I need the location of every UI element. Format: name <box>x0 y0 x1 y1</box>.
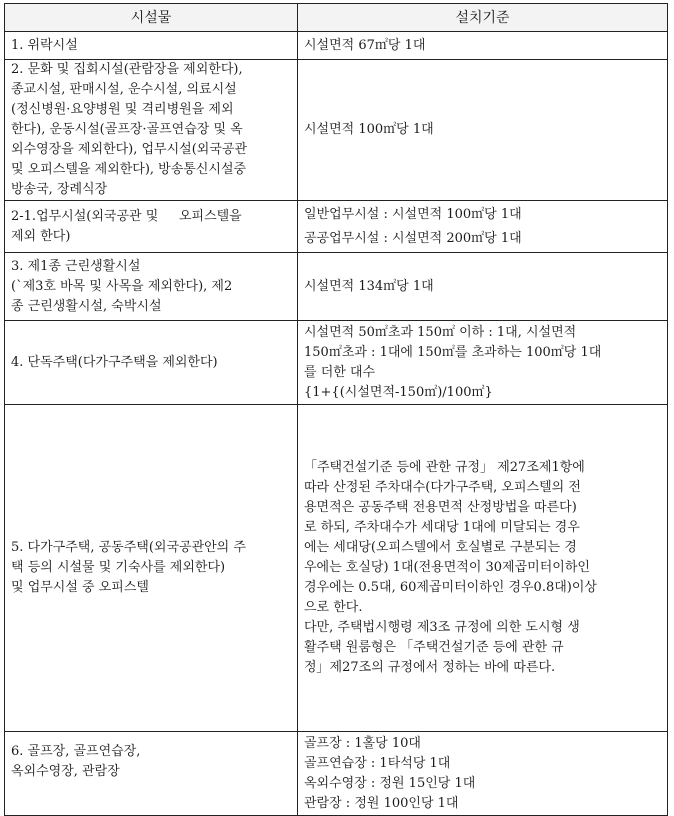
standard-cell <box>298 32 668 60</box>
facility-line: 6. 골프장, 골프연습장, <box>11 744 141 759</box>
facility-line: 2-1.업무시설(외국공관 및 오피스텔을 <box>11 208 242 224</box>
standard-cell <box>298 732 668 816</box>
facility-line: 및 업무시설 중 오피스텔 <box>11 580 149 595</box>
facility-line: 한다), 운동시설(골프장·골프연습장 및 옥 <box>11 122 243 137</box>
facility-cell <box>5 321 298 405</box>
standard-line: 우에는 호실당) 1대(전용면적이 30제곱미터이하인 <box>304 560 590 575</box>
facility-line: 종교시설, 판매시설, 운수시설, 의료시설 <box>11 82 237 97</box>
standard-line: 옥외수영장 : 정원 15인당 1대 <box>304 775 476 791</box>
standard-cell <box>298 405 668 732</box>
standard-line: 용면적은 공동주택 전용면적 산정방법을 따른다) <box>304 500 577 515</box>
table-row <box>5 201 668 253</box>
facility-line: 외수영장을 제외한다), 업무시설(외국공관 <box>11 142 248 157</box>
facility-line: 및 오피스텔을 제외한다), 방송통신시설중 <box>11 162 247 177</box>
standard-line: 경우에는 0.5대, 60제곱미터이하인 경우0.8대)이상 <box>304 580 597 595</box>
facility-cell <box>5 732 298 816</box>
table-row <box>5 321 668 405</box>
table-row <box>5 732 668 816</box>
standard-line: 공공업무시설 : 시설면적 200㎡당 1대 <box>304 230 522 246</box>
standard-line: 다만, 주택법시행령 제3조 규정에 의한 도시형 생 <box>304 620 580 635</box>
standard-line: 일반업무시설 : 시설면적 100㎡당 1대 <box>304 206 522 222</box>
standard-line: 따라 산정된 주차대수(다가구주택, 오피스텔의 전 <box>304 480 581 495</box>
table-row <box>5 253 668 321</box>
table-row <box>5 60 668 201</box>
table-row <box>5 405 668 732</box>
facility-line: 택 등의 시설물 및 기숙사를 제외한다) <box>11 560 226 575</box>
standard-cell <box>298 201 668 253</box>
standard-line: 관람장 : 정원 100인당 1대 <box>304 795 459 811</box>
facility-line: 1. 위락시설 <box>11 37 78 53</box>
facility-cell <box>5 32 298 60</box>
header-facility: 시설물 <box>5 4 298 32</box>
facility-line: (`제3호 바목 및 사목을 제외한다), 제2 <box>11 278 233 294</box>
standard-line: 시설면적 134㎡당 1대 <box>304 278 434 294</box>
standard-line: 「주택건설기준 등에 관한 규정」 제27조제1항에 <box>304 460 585 475</box>
standard-line: 정」제27조의 규정에서 정하는 바에 따른다. <box>304 660 556 675</box>
standard-line: 으로 한다. <box>304 600 363 615</box>
standard-line: 로 하되, 주차대수가 세대당 1대에 미달되는 경우 <box>304 520 580 535</box>
facility-line: 3. 제1종 근린생활시설 <box>11 258 141 274</box>
facility-cell <box>5 60 298 201</box>
standard-line: 150㎡초과 : 1대에 150㎡를 초과하는 100㎡당 1대 <box>304 344 602 360</box>
header-standard: 설치기준 <box>298 4 668 32</box>
facility-line: 옥외수영장, 관람장 <box>11 764 120 779</box>
standard-line: 에는 세대당(오피스텔에서 호실별로 구분되는 경 <box>304 540 577 555</box>
standard-line: 시설면적 50㎡초과 150㎡ 이하 : 1대, 시설면적 <box>304 324 577 340</box>
facility-line: (정신병원·요양병원 및 격리병원을 제외 <box>11 102 234 117</box>
table-header-row <box>5 4 668 32</box>
facility-cell <box>5 201 298 253</box>
standard-cell <box>298 60 668 201</box>
facility-line: 제외 한다) <box>11 228 71 244</box>
standard-cell <box>298 253 668 321</box>
parking-standard-table <box>4 3 668 816</box>
facility-line: 5. 다가구주택, 공동주택(외국공관안의 주 <box>11 540 246 555</box>
facility-line: 종 근린생활시설, 숙박시설 <box>11 298 162 314</box>
standard-line: 를 더한 대수 <box>304 364 376 380</box>
facility-line: 4. 단독주택(다가구주택을 제외한다) <box>11 354 218 370</box>
table-row <box>5 32 668 60</box>
standard-line: 시설면적 67㎡당 1대 <box>304 37 426 53</box>
facility-cell <box>5 253 298 321</box>
standard-cell <box>298 321 668 405</box>
standard-line: {1+{(시설면적-150㎡)/100㎡} <box>304 384 493 400</box>
facility-line: 방송국, 장례식장 <box>11 182 108 197</box>
standard-line: 활주택 원룸형은 「주택건설기준 등에 관한 규 <box>304 640 564 655</box>
facility-line: 2. 문화 및 집회시설(관람장을 제외한다), <box>11 62 243 77</box>
standard-line: 골프연습장 : 1타석당 1대 <box>304 755 451 771</box>
facility-cell <box>5 405 298 732</box>
standard-line: 시설면적 100㎡당 1대 <box>304 122 434 137</box>
standard-line: 골프장 : 1홀당 10대 <box>304 735 421 751</box>
